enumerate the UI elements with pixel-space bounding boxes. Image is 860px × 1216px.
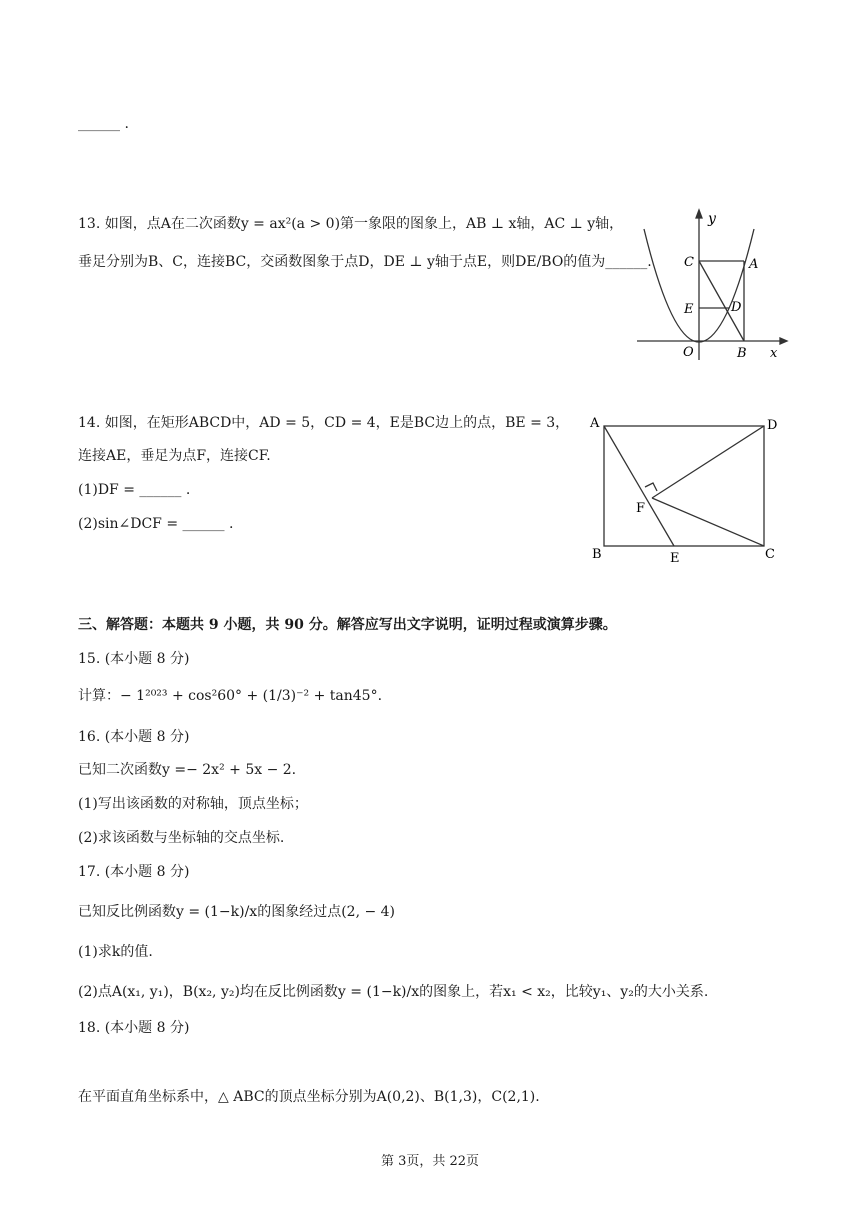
q17-part2: (2)点A(x₁, y₁)，B(x₂, y₂)均在反比例函数y = (1−k)/x的图象上，若x₁ < x₂，比较y₁、y₂的大小关系.	[78, 984, 709, 1000]
q17-part1: (1)求k的值.	[78, 944, 153, 960]
q14-label-c: C	[765, 547, 775, 562]
q14-line3: (1)DF = ______ .	[78, 482, 191, 498]
q13-label-a: A	[749, 257, 759, 272]
q17-head: 17. (本小题 8 分)	[78, 864, 190, 880]
q13-line1: 13. 如图，点A在二次函数y = ax²(a > 0)第一象限的图象上，AB ⊥ x轴，AC ⊥ y轴，	[78, 216, 624, 232]
page-footer: 第 3页，共 22页	[380, 1154, 480, 1169]
q13-label-b: B	[737, 346, 747, 361]
q18-head: 18. (本小题 8 分)	[78, 1020, 190, 1036]
q16-body: 已知二次函数y =− 2x² + 5x − 2.	[78, 762, 297, 778]
section-heading: 三、解答题：本题共 9 小题，共 90 分。解答应写出文字说明，证明过程或演算步骤。	[78, 617, 617, 633]
q14-label-e: E	[670, 551, 680, 566]
q14-label-d: D	[767, 418, 778, 433]
q15-body: 计算：− 1²⁰²³ + cos²60° + (1/3)⁻² + tan45°.	[78, 688, 383, 704]
q14-label-a: A	[590, 416, 600, 431]
q13-figure	[632, 205, 792, 365]
q18-body: 在平面直角坐标系中，△ ABC的顶点坐标分别为A(0,2)、B(1,3)，C(2,1).	[78, 1089, 540, 1105]
q13-line2: 垂足分别为B、C，连接BC，交函数图象于点D，DE ⊥ y轴于点E，则DE/BO的值为______.	[78, 254, 652, 270]
q15-head: 15. (本小题 8 分)	[78, 651, 190, 667]
q13-label-d: D	[731, 300, 742, 315]
q13-label-y: y	[708, 211, 716, 227]
q13-label-e: E	[684, 302, 694, 317]
q14-label-f: F	[636, 501, 646, 516]
q14-line4: (2)sin∠DCF = ______ .	[78, 516, 234, 532]
q13-label-c: C	[684, 255, 694, 270]
q14-line1: 14. 如图，在矩形ABCD中，AD = 5，CD = 4，E是BC边上的点，BE = 3，	[78, 415, 570, 431]
q16-head: 16. (本小题 8 分)	[78, 729, 190, 745]
q13-label-x: x	[770, 346, 778, 361]
q14-label-b: B	[592, 547, 602, 562]
q17-body: 已知反比例函数y = (1−k)/x的图象经过点(2, − 4)	[78, 904, 396, 920]
q16-part2: (2)求该函数与坐标轴的交点坐标.	[78, 830, 285, 846]
q14-line2: 连接AE，垂足为点F，连接CF.	[78, 448, 271, 464]
q13-label-o: O	[683, 345, 694, 360]
blank-prev: ______ .	[78, 116, 129, 132]
q16-part1: (1)写出该函数的对称轴，顶点坐标；	[78, 796, 308, 812]
q14-figure	[585, 410, 805, 570]
